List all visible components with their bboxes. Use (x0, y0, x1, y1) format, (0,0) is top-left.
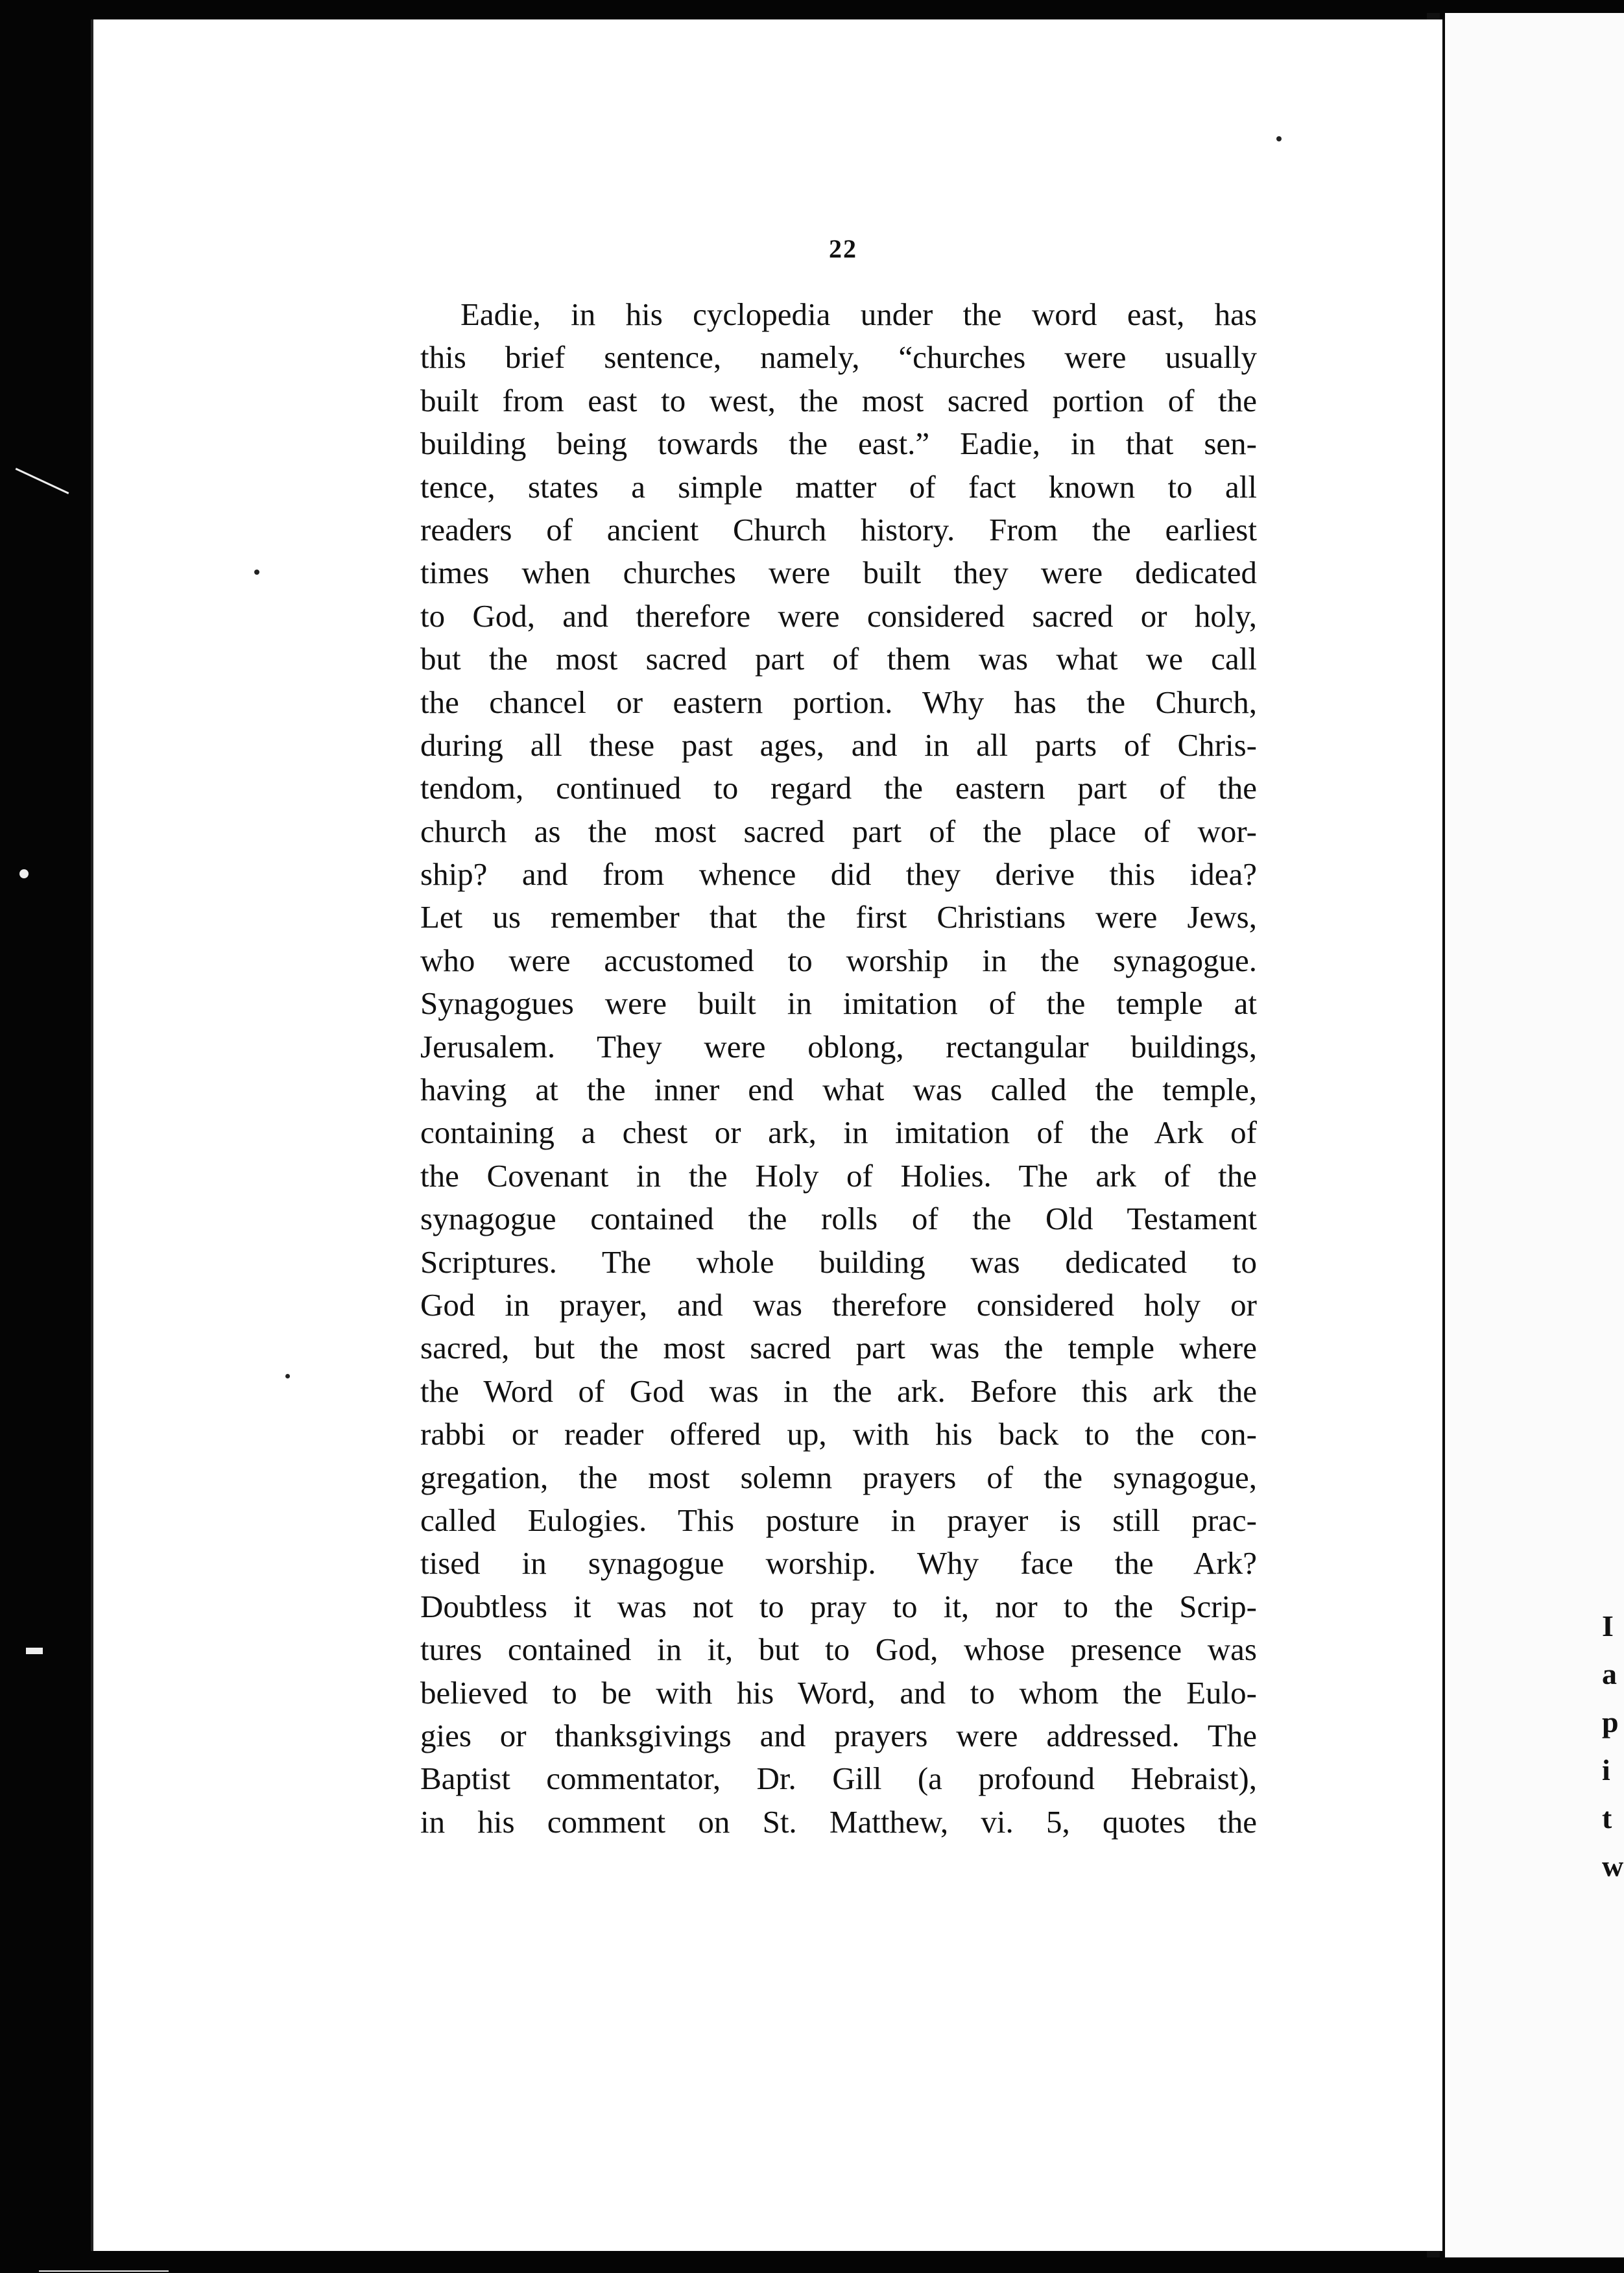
text-line: times when churches were built they were dedicated (420, 555, 1257, 591)
text-line: church as the most sacred part of the place of wor- (420, 813, 1257, 849)
text-line: readers of ancient Church history. From the earliest (420, 511, 1257, 547)
scan-speck (254, 570, 259, 575)
scan-edge-mark (19, 869, 29, 878)
text-line: tised in synagogue worship. Why face the Ark? (420, 1545, 1257, 1581)
text-line: Jerusalem. They were oblong, rectangular buildings, (420, 1028, 1257, 1064)
text-line: having at the inner end what was called the temple, (420, 1072, 1257, 1108)
text-line: Doubtless it was not to pray to it, nor to the Scrip- (420, 1588, 1257, 1624)
text-line: sacred, but the most sacred part was the temple where (420, 1330, 1257, 1366)
text-line: to God, and therefore were considered sacred or holy, (420, 597, 1257, 634)
text-line: building being towards the east.” Eadie, in that sen- (420, 426, 1257, 462)
text-line: Baptist commentator, Dr. Gill (a profound Hebraist), (420, 1761, 1257, 1797)
next-page-fragment (1602, 1602, 1624, 1890)
scan-speck (285, 1374, 290, 1378)
text-line: but the most sacred part of them was what we call (420, 641, 1257, 677)
fragment-letter: i (1602, 1753, 1610, 1786)
fragment-letter: p (1602, 1705, 1619, 1738)
text-line: Eadie, in his cyclopedia under the word east, has (460, 296, 1257, 332)
scan-edge-mark (39, 2270, 169, 2272)
text-line: God in prayer, and was therefore considered holy or (420, 1286, 1257, 1323)
text-line: gregation, the most solemn prayers of the synagogue, (420, 1459, 1257, 1495)
text-line: in his comment on St. Matthew, vi. 5, quotes the (420, 1803, 1257, 1840)
next-page-edge (1445, 13, 1624, 2257)
text-line: Synagogues were built in imitation of the temple at (420, 985, 1257, 1022)
scan-speck (1276, 136, 1282, 141)
text-line: the chancel or eastern portion. Why has the Church, (420, 684, 1257, 720)
text-line: gies or thanksgivings and prayers were addressed. The (420, 1717, 1257, 1753)
fragment-letter: I (1602, 1609, 1614, 1642)
text-line: synagogue contained the rolls of the Old Testament (420, 1201, 1257, 1237)
page-number: 22 (829, 234, 857, 263)
text-line: built from east to west, the most sacred portion of the (420, 382, 1257, 418)
fragment-letter: w (1602, 1849, 1624, 1882)
fragment-letter: t (1602, 1801, 1612, 1834)
fragment-letter: a (1602, 1657, 1617, 1690)
scan-edge-mark (26, 1648, 43, 1654)
text-line: called Eulogies. This posture in prayer is still prac- (420, 1502, 1257, 1538)
text-line: during all these past ages, and in all parts of Chris- (420, 727, 1257, 763)
text-line: tendom, continued to regard the eastern part of the (420, 770, 1257, 806)
text-line: ship? and from whence did they derive this idea? (420, 856, 1257, 893)
body-text (420, 293, 1257, 1844)
text-line: the Covenant in the Holy of Holies. The ark of the (420, 1157, 1257, 1194)
text-line: this brief sentence, namely, “churches were usually (420, 339, 1257, 376)
text-line: who were accustomed to worship in the synagogue. (420, 942, 1257, 978)
text-line: tures contained in it, but to God, whose presence was (420, 1631, 1257, 1668)
text-line: tence, states a simple matter of fact known to all (420, 468, 1257, 505)
text-line: the Word of God was in the ark. Before this ark the (420, 1373, 1257, 1409)
text-line: rabbi or reader offered up, with his back to the con- (420, 1416, 1257, 1452)
text-line: Scriptures. The whole building was dedicated to (420, 1244, 1257, 1280)
text-line: containing a chest or ark, in imitation of the Ark of (420, 1114, 1257, 1151)
text-line: Let us remember that the first Christians were Jews, (420, 899, 1257, 935)
text-line: believed to be with his Word, and to whom the Eulo- (420, 1674, 1257, 1711)
